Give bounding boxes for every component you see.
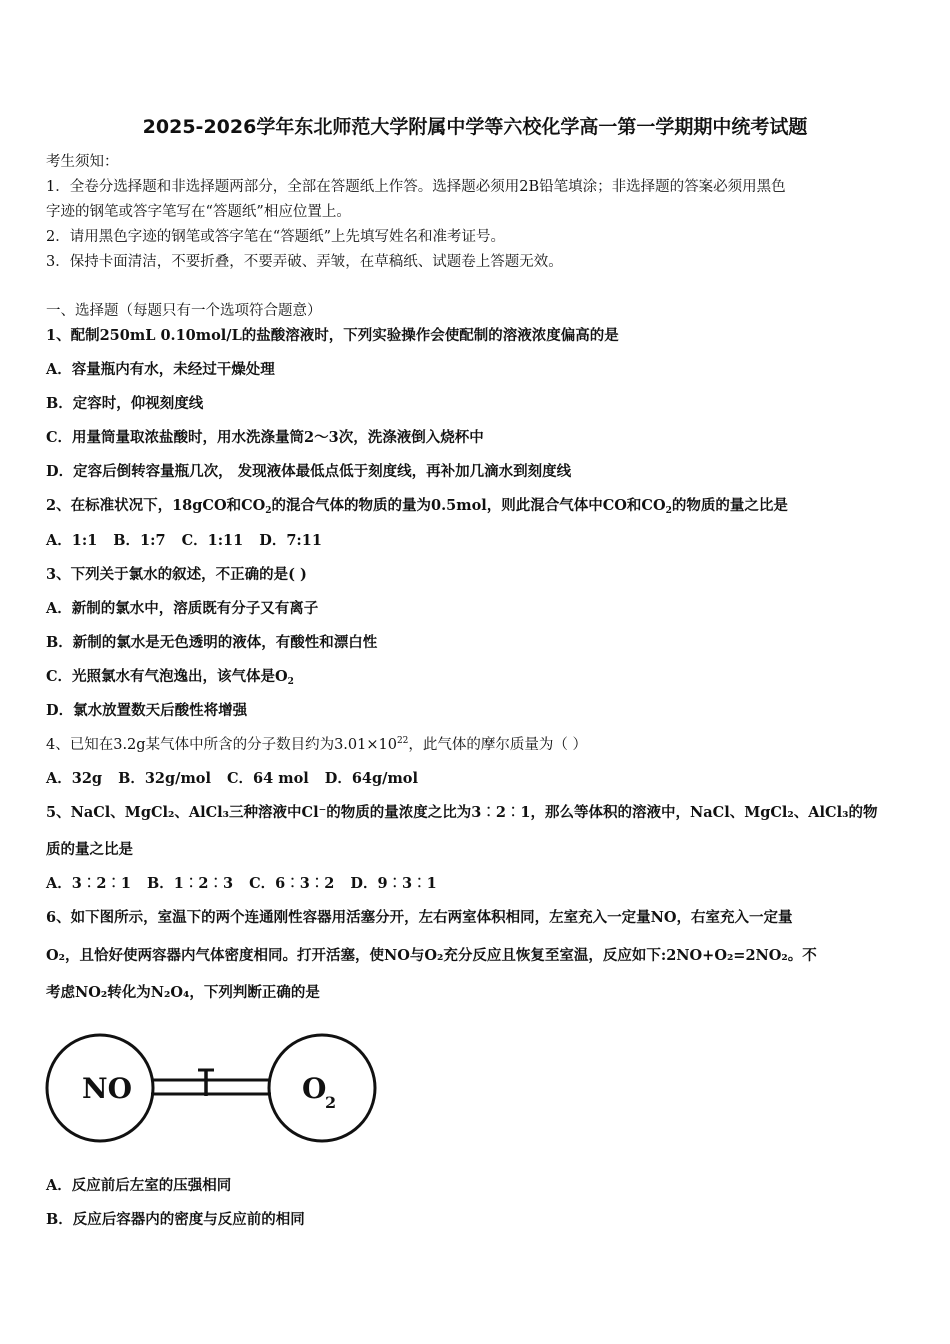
q1-option-b: B．定容时，仰视刻度线 xyxy=(46,395,204,412)
o2-label: O xyxy=(302,1072,327,1105)
q4-text: 4、已知在3.2g某气体中所含的分子数目约为3.01×10 xyxy=(46,737,397,753)
question-5-stem-line1: 5、NaCl、MgCl₂、AlCl₃三种溶液中Cl⁻的物质的量浓度之比为3︰2︰1，那么等体积的溶液中，NaCl、MgCl₂、AlCl₃的物 xyxy=(46,804,878,821)
question-6-stem-line3: 考虑NO₂转化为N₂O₄，下列判断正确的是 xyxy=(46,984,320,1001)
notice-heading: 考生须知： xyxy=(46,154,119,170)
q5-option-a: A．3︰2︰1 xyxy=(46,875,132,892)
q4-option-d: D．64g/mol xyxy=(324,770,418,787)
question-1-stem: 1、配制250mL 0.10mol/L的盐酸溶液时，下列实验操作会使配制的溶液浓度偏高的是 xyxy=(46,327,619,344)
q2-subscript: 2 xyxy=(665,506,672,516)
o2-subscript: 2 xyxy=(325,1093,337,1112)
question-5-stem-line2: 质的量之比是 xyxy=(46,841,133,858)
q1-option-c: C．用量筒量取浓盐酸时，用水洗涤量筒2～3次，洗涤液倒入烧杯中 xyxy=(46,429,484,446)
q4-option-c: C．64 mol xyxy=(226,770,309,787)
q5-options xyxy=(46,874,453,894)
question-4-stem xyxy=(46,735,587,755)
q3-option-d: D．氯水放置数天后酸性将增强 xyxy=(46,702,248,719)
q4-text: ，此气体的摩尔质量为（ ） xyxy=(408,737,588,753)
q1-option-d: D．定容后倒转容量瓶几次， 发现液体最低点低于刻度线，再补加几滴水到刻度线 xyxy=(46,463,572,480)
question-6-stem-line1: 6、如下图所示，室温下的两个连通刚性容器用活塞分开，左右两室体积相同，左室充入一定量NO，右室充入一定量 xyxy=(46,909,793,926)
connected-containers-diagram xyxy=(44,1030,384,1150)
notice-item: 2．请用黑色字迹的钢笔或答字笔在“答题纸”上先填写姓名和准考证号。 xyxy=(46,229,506,245)
q2-option-b: B．1:7 xyxy=(113,532,166,549)
notice-item: 字迹的钢笔或答字笔写在“答题纸”相应位置上。 xyxy=(46,204,351,220)
q6-option-b: B．反应后容器内的密度与反应前的相同 xyxy=(46,1211,305,1228)
question-6-stem-line2: O₂，且恰好使两容器内气体密度相同。打开活塞，使NO与O₂充分反应且恢复至室温，反应如下:2NO+O₂=2NO₂。不 xyxy=(46,947,817,964)
notice-item: 1．全卷分选择题和非选择题两部分，全部在答题纸上作答。选择题必须用2B铅笔填涂；非选择题的答案必须用黑色 xyxy=(46,179,786,195)
q3-option-c xyxy=(46,667,294,687)
q2-option-d: D．7:11 xyxy=(259,532,322,549)
q4-superscript: 22 xyxy=(396,736,409,746)
q4-options xyxy=(46,769,434,789)
q1-option-a: A．容量瓶内有水，未经过干燥处理 xyxy=(46,361,275,378)
q2-text: 的物质的量之比是 xyxy=(671,497,788,514)
page-title: 2025-2026学年东北师范大学附属中学等六校化学高一第一学期期中统考试题 xyxy=(142,116,808,138)
q3-option-a: A．新制的氯水中，溶质既有分子又有离子 xyxy=(46,600,319,617)
q2-option-c: C．1:11 xyxy=(181,532,244,549)
q3-option-c-subscript: 2 xyxy=(287,677,294,687)
q3-option-b: B．新制的氯水是无色透明的液体，有酸性和漂白性 xyxy=(46,634,378,651)
no-label: NO xyxy=(82,1072,132,1105)
q2-subscript: 2 xyxy=(265,506,272,516)
q2-options xyxy=(46,531,338,551)
q2-option-a: A．1:1 xyxy=(46,532,98,549)
section-heading: 一、选择题（每题只有一个选项符合题意） xyxy=(46,303,322,319)
q5-option-b: B．1︰2︰3 xyxy=(147,875,234,892)
q5-option-c: C．6︰3︰2 xyxy=(249,875,335,892)
notice-item: 3．保持卡面清洁，不要折叠，不要弄破、弄皱，在草稿纸、试题卷上答题无效。 xyxy=(46,254,563,270)
q4-option-a: A．32g xyxy=(46,770,103,787)
question-3-stem: 3、下列关于氯水的叙述，不正确的是( ) xyxy=(46,566,307,583)
q4-option-b: B．32g/mol xyxy=(118,770,211,787)
q5-option-d: D．9︰3︰1 xyxy=(350,875,437,892)
q3-option-c-text: C．光照氯水有气泡逸出，该气体是O xyxy=(46,668,288,685)
q6-option-a: A．反应前后左室的压强相同 xyxy=(46,1177,232,1194)
q2-text: 2、在标准状况下，18gCO和CO xyxy=(46,497,266,514)
q2-text: 的混合气体的物质的量为0.5mol，则此混合气体中CO和CO xyxy=(271,497,666,514)
question-2-stem xyxy=(46,496,788,516)
